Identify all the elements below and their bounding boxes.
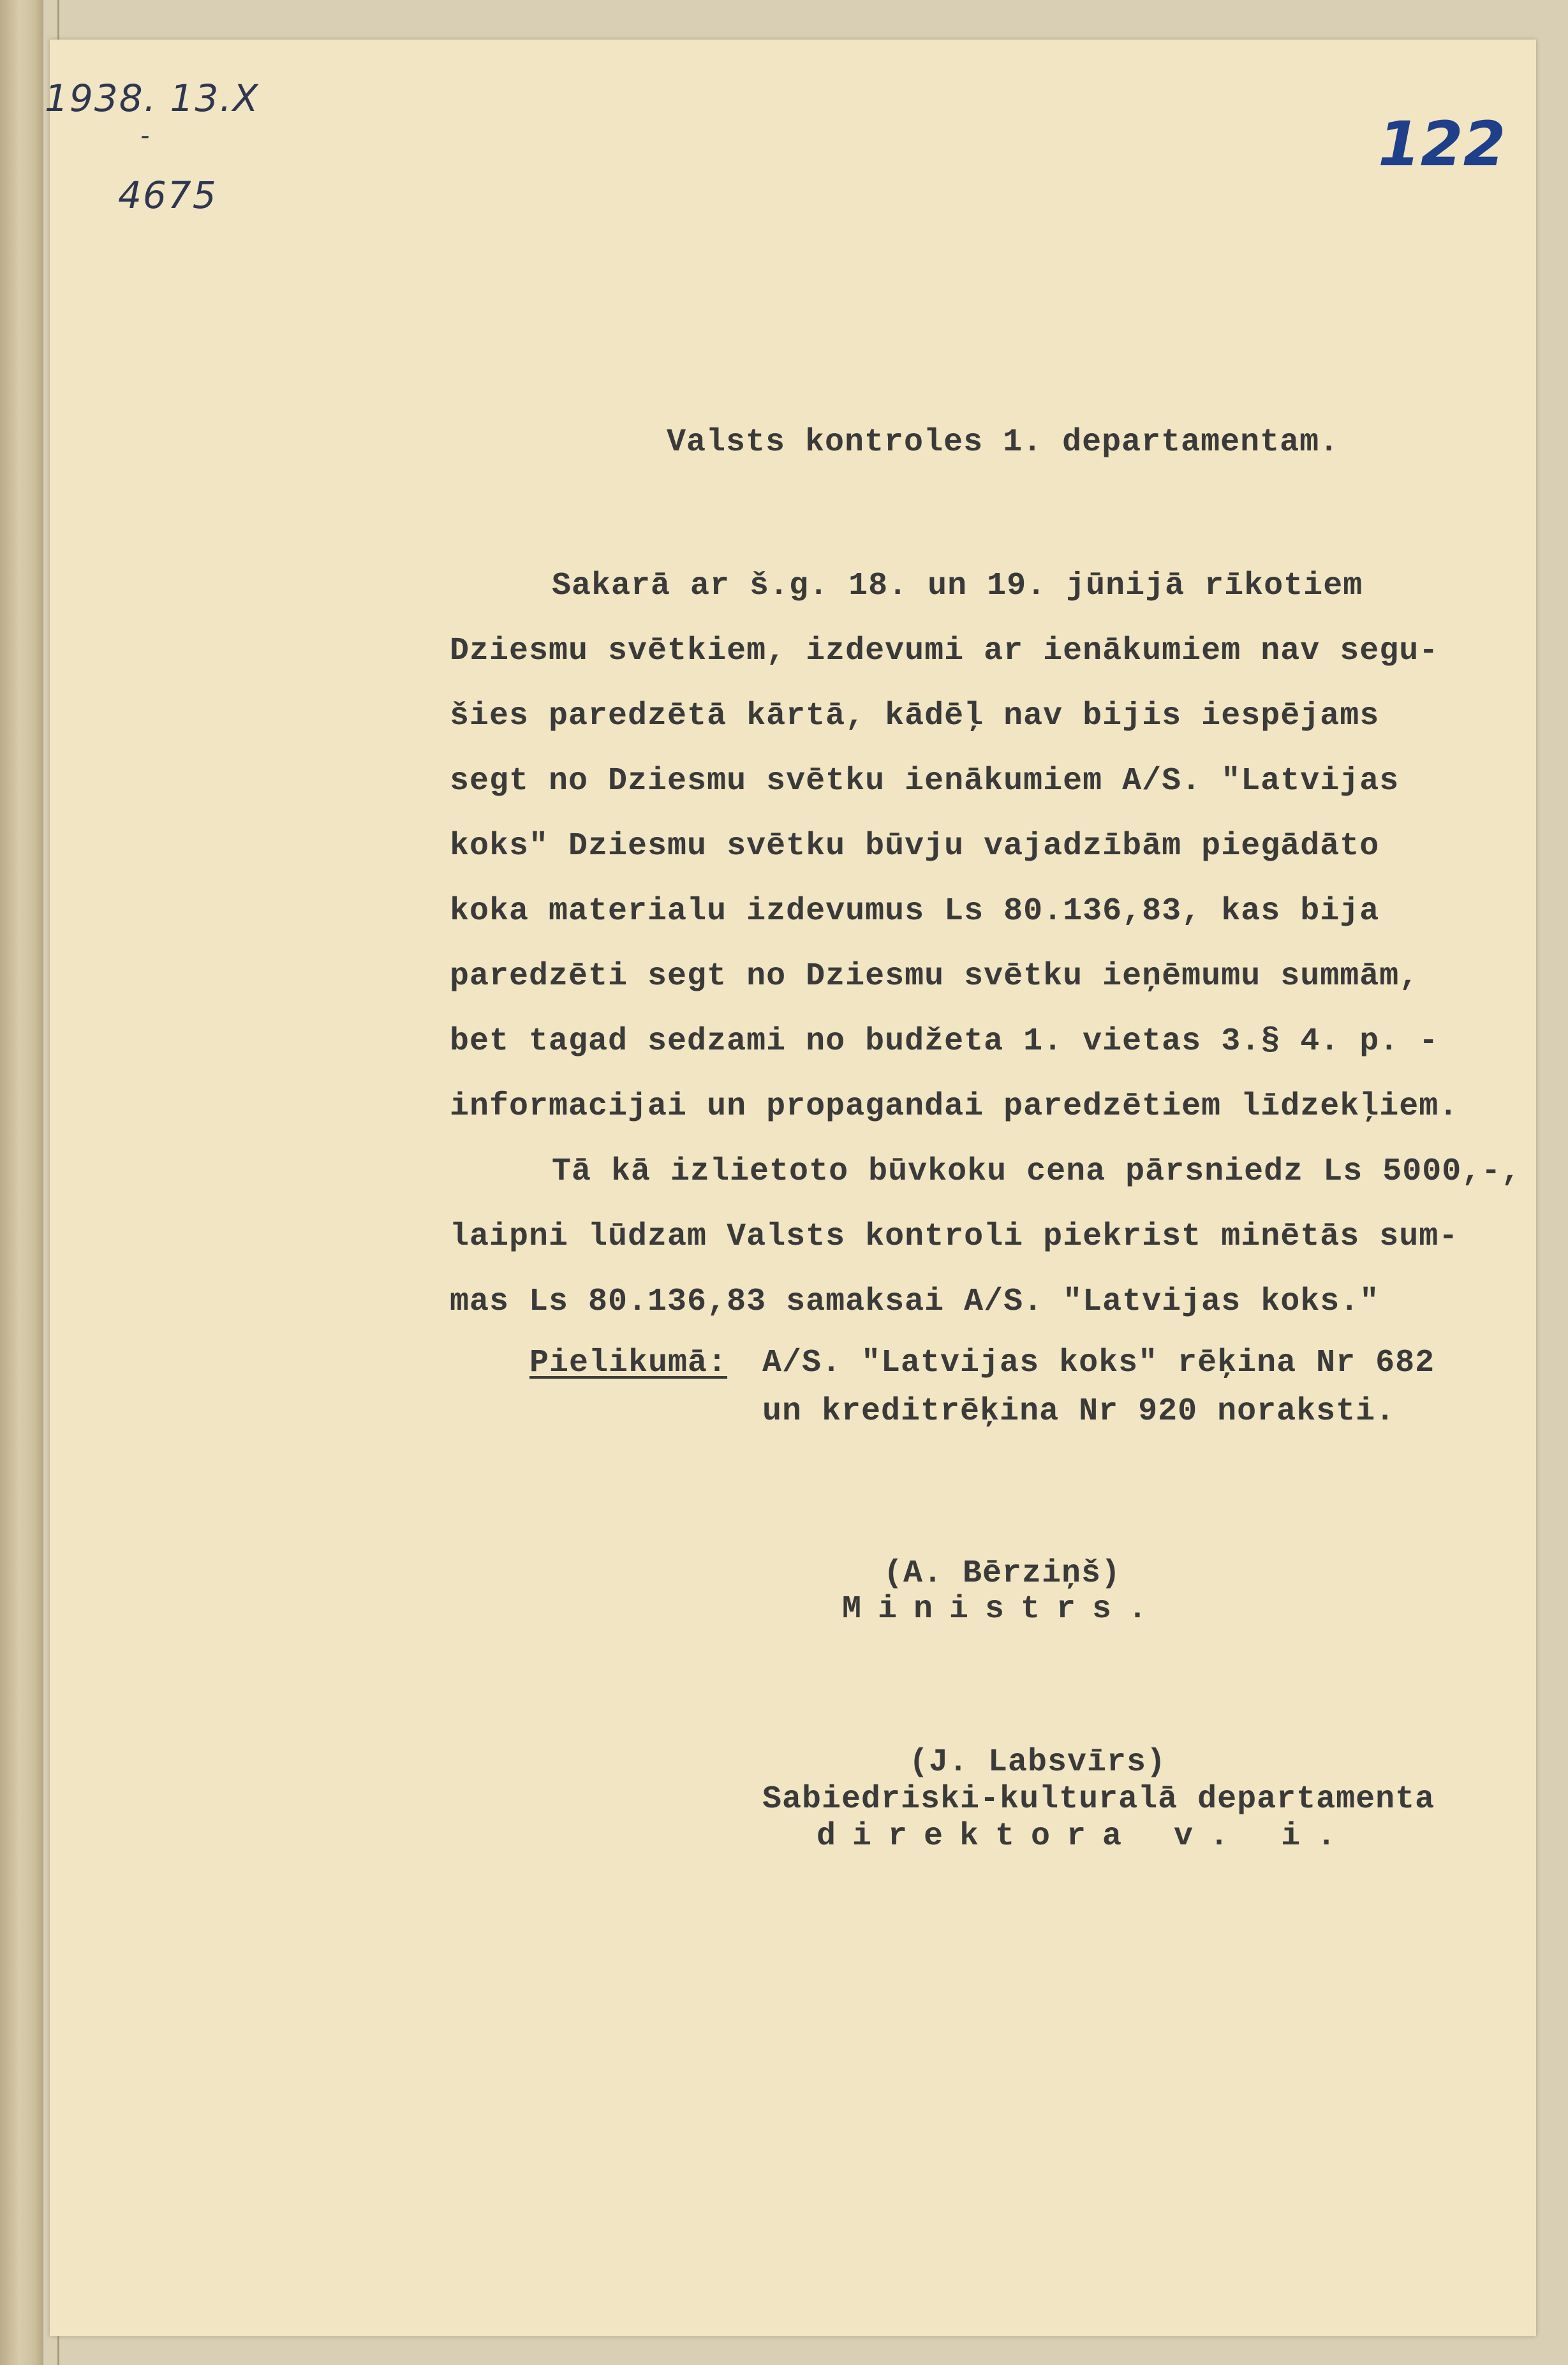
minister-title: Ministrs. xyxy=(842,1591,1164,1627)
body-line: koks" Dziesmu svētku būvju vajadzībām piegādāto xyxy=(450,828,1380,864)
handwritten-date: 1938. 13.X xyxy=(45,77,260,120)
body-line: šies paredzētā kārtā, kādēļ nav bijis iespējams xyxy=(450,698,1380,734)
body-line: laipni lūdzam Valsts kontroli piekrist minētās sum- xyxy=(450,1219,1459,1255)
handwritten-registration-number: 4675 xyxy=(118,174,218,217)
director-title: direktora v. i. xyxy=(817,1818,1353,1855)
page-number: 122 xyxy=(1378,108,1506,180)
binding-edge xyxy=(0,0,43,2365)
attachment-line: A/S. "Latvijas koks" rēķina Nr 682 xyxy=(762,1345,1435,1381)
body-line: mas Ls 80.136,83 samaksai A/S. "Latvijas koks." xyxy=(450,1284,1380,1320)
body-line: segt no Dziesmu svētku ienākumiem A/S. "Latvijas xyxy=(450,763,1400,799)
body-line: bet tagad sedzami no budžeta 1. vietas 3.§ 4. p. - xyxy=(450,1023,1439,1060)
director-department: Sabiedriski-kulturalā departamenta xyxy=(762,1781,1435,1818)
body-line: Sakarā ar š.g. 18. un 19. jūnijā rīkotiem xyxy=(552,568,1363,604)
body-line: Tā kā izlietoto būvkoku cena pārsniedz Ls 5000,-, xyxy=(552,1153,1521,1190)
handwritten-dash: - xyxy=(140,121,151,151)
body-line: koka materialu izdevumus Ls 80.136,83, kas bija xyxy=(450,893,1380,930)
addressee: Valsts kontroles 1. departamentam. xyxy=(667,424,1340,461)
minister-name: (A. Bērziņš) xyxy=(884,1555,1121,1592)
attachment-line: un kreditrēķina Nr 920 noraksti. xyxy=(762,1393,1396,1430)
attachment-label: Pielikumā: xyxy=(529,1345,728,1381)
body-line: Dziesmu svētkiem, izdevumi ar ienākumiem nav segu- xyxy=(450,633,1439,669)
body-line: paredzēti segt no Dziesmu svētku ieņēmumu summām, xyxy=(450,958,1419,995)
director-name: (J. Labsvīrs) xyxy=(909,1744,1167,1781)
body-line: informacijai un propagandai paredzētiem līdzekļiem. xyxy=(450,1088,1459,1125)
